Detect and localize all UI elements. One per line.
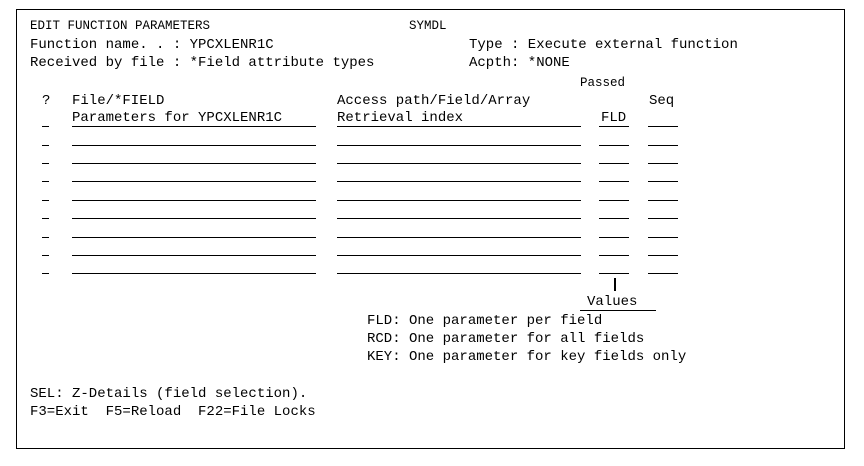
first-row-passed: FLD	[601, 110, 627, 126]
seq-field[interactable]	[648, 273, 678, 274]
select-field[interactable]	[42, 218, 49, 219]
passed-field[interactable]	[599, 237, 629, 238]
select-field[interactable]	[42, 163, 49, 164]
access-field[interactable]	[337, 126, 581, 127]
select-field[interactable]	[42, 237, 49, 238]
selection-help: SEL: Z-Details (field selection).	[30, 386, 308, 402]
function-keys[interactable]: F3=Exit F5=Reload F22=File Locks	[30, 404, 316, 420]
seq-field[interactable]	[648, 181, 678, 182]
values-title: Values	[587, 294, 638, 310]
seq-field[interactable]	[648, 163, 678, 164]
terminal-screen	[16, 9, 845, 449]
values-fld: FLD: One parameter per field	[367, 313, 603, 329]
file-field[interactable]	[72, 255, 316, 256]
select-field[interactable]	[42, 145, 49, 146]
seq-header: Seq	[649, 93, 675, 109]
select-field[interactable]	[42, 273, 49, 274]
function-type: Type : Execute external function	[469, 37, 738, 53]
values-underline	[580, 310, 656, 311]
seq-field[interactable]	[648, 126, 678, 127]
passed-field[interactable]	[599, 163, 629, 164]
file-field[interactable]	[72, 181, 316, 182]
select-header: ?	[42, 93, 51, 109]
passed-header: Passed	[580, 76, 626, 90]
file-field[interactable]	[72, 237, 316, 238]
function-name: Function name. . : YPCXLENR1C	[30, 37, 274, 53]
values-key: KEY: One parameter for key fields only	[367, 349, 687, 365]
values-pointer	[614, 278, 616, 291]
seq-field[interactable]	[648, 200, 678, 201]
file-field[interactable]	[72, 163, 316, 164]
file-header: File/*FIELD	[72, 93, 165, 109]
screen-title: EDIT FUNCTION PARAMETERS	[30, 19, 211, 33]
select-field[interactable]	[42, 200, 49, 201]
passed-field[interactable]	[599, 126, 629, 127]
seq-field[interactable]	[648, 145, 678, 146]
select-field[interactable]	[42, 126, 49, 127]
access-field[interactable]	[337, 255, 581, 256]
file-field[interactable]	[72, 145, 316, 146]
access-field[interactable]	[337, 145, 581, 146]
seq-field[interactable]	[648, 255, 678, 256]
access-field[interactable]	[337, 218, 581, 219]
select-field[interactable]	[42, 255, 49, 256]
received-by-file: Received by file : *Field attribute types	[30, 55, 375, 71]
access-field[interactable]	[337, 181, 581, 182]
access-field[interactable]	[337, 273, 581, 274]
first-row-access: Retrieval index	[337, 110, 464, 126]
select-field[interactable]	[42, 181, 49, 182]
seq-field[interactable]	[648, 237, 678, 238]
file-field[interactable]	[72, 200, 316, 201]
access-path: Acpth: *NONE	[469, 55, 570, 71]
model-name: SYMDL	[409, 19, 447, 33]
seq-field[interactable]	[648, 218, 678, 219]
passed-field[interactable]	[599, 255, 629, 256]
access-field[interactable]	[337, 200, 581, 201]
file-field[interactable]	[72, 126, 316, 127]
passed-field[interactable]	[599, 145, 629, 146]
file-field[interactable]	[72, 273, 316, 274]
first-row-file: Parameters for YPCXLENR1C	[72, 110, 283, 126]
passed-field[interactable]	[599, 273, 629, 274]
passed-field[interactable]	[599, 181, 629, 182]
access-field[interactable]	[337, 237, 581, 238]
access-header: Access path/Field/Array	[337, 93, 531, 109]
values-rcd: RCD: One parameter for all fields	[367, 331, 645, 347]
file-field[interactable]	[72, 218, 316, 219]
access-field[interactable]	[337, 163, 581, 164]
passed-field[interactable]	[599, 200, 629, 201]
passed-field[interactable]	[599, 218, 629, 219]
